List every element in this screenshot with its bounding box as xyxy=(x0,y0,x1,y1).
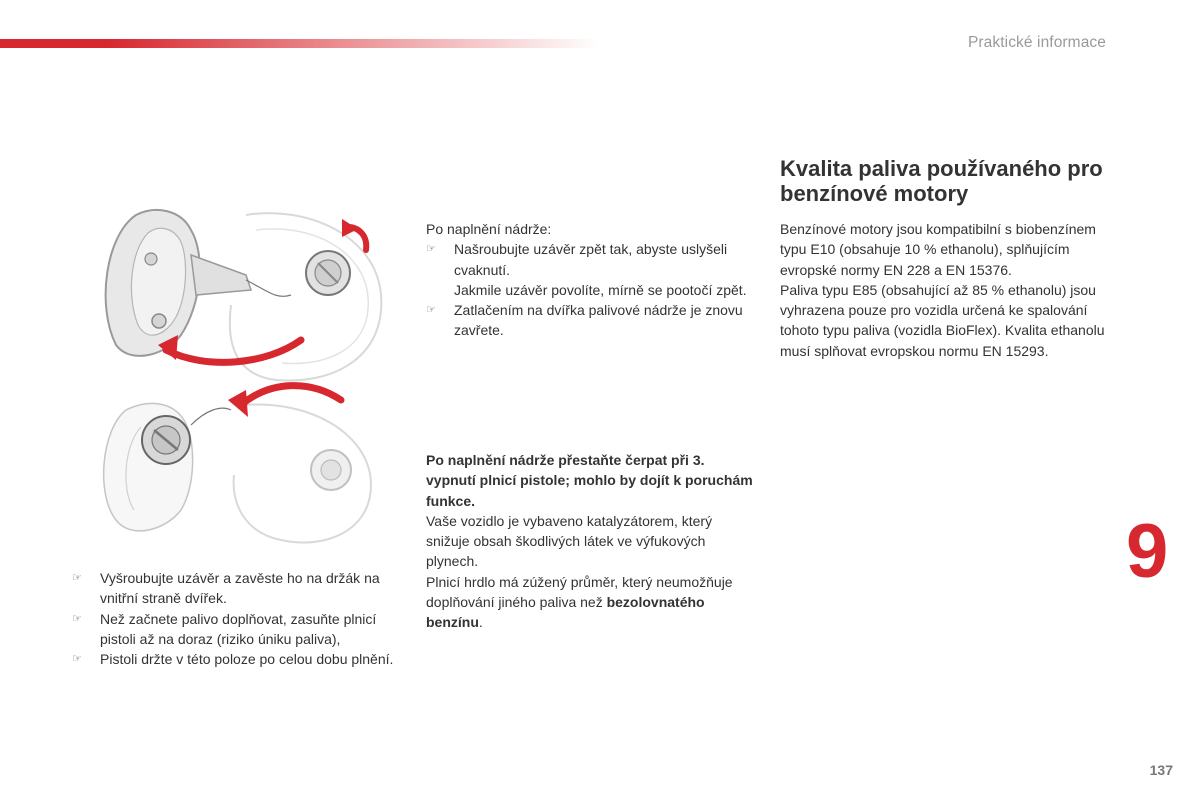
header-accent-bar xyxy=(0,39,600,48)
intro-text: Po naplnění nádrže: xyxy=(426,221,552,237)
chapter-number: 9 xyxy=(1126,509,1169,594)
list-item: ☞ Než začnete palivo doplňovat, zasuňte plnicí pistoli až na doraz (riziko úniku paliva), xyxy=(72,610,377,647)
list-item: ☞ Zatlačením na dvířka palivové nádrže je znovu zavřete. xyxy=(426,302,743,339)
pointing-hand-icon: ☞ xyxy=(426,304,436,317)
fuel-flap-open-drawing xyxy=(106,210,382,381)
list-item: ☞ Pistoli držte v této poloze po celou dobu plnění. xyxy=(72,649,402,669)
pointing-hand-icon: ☞ xyxy=(426,243,436,256)
warning-block xyxy=(426,450,756,633)
catalyst-text: Vaše vozidlo je vybaveno katalyzátorem, který snižuje obsah škodlivých látek ve výfukových plynech. xyxy=(426,512,713,570)
pointing-hand-icon: ☞ xyxy=(72,653,82,666)
fuel-cap-illustration xyxy=(96,195,386,555)
after-filling-instructions xyxy=(426,219,756,341)
fuel-quality-text xyxy=(780,219,1110,361)
page-number: 137 xyxy=(1149,762,1173,778)
left-bullet-list xyxy=(72,568,402,669)
pointing-hand-icon: ☞ xyxy=(72,572,82,584)
e10-paragraph: Benzínové motory jsou kompatibilní s biobenzínem typu E10 (obsahuje 10 % ethanolu), splňujícím evropské normy EN 228 a EN 15376. xyxy=(780,221,1096,278)
e85-paragraph: Paliva typu E85 (obsahující až 85 % ethanolu) jsou vyhrazena pouze pro vozidla určená ke spalování tohoto typu paliva (vozidla BioFlex). Kvalita ethanolu musí splňovat evropskou normu EN 15293. xyxy=(780,281,1105,359)
fuel-quality-heading: Kvalita paliva používaného pro benzínové motory xyxy=(780,156,1103,206)
left-instructions xyxy=(72,568,402,669)
pointing-hand-icon: ☞ xyxy=(72,612,82,625)
section-title: Praktické informace xyxy=(967,34,1106,51)
list-item: ☞ Vyšroubujte uzávěr a zavěste ho na držák na vnitřní straně dvířek. xyxy=(72,570,380,607)
fuel-cap-removed-drawing xyxy=(104,386,371,543)
list-item: ☞ Našroubujte uzávěr zpět tak, abyste uslyšeli cvaknutí. Jakmile uzávěr povolíte, mírně se pootočí zpět. xyxy=(426,241,747,298)
middle-bullet-list xyxy=(426,239,756,340)
filler-neck-text: Plnicí hrdlo má zúžený průměr, který neumožňuje doplňování jiného paliva než bezolovnatého benzínu. xyxy=(426,573,733,631)
warning-text: Po naplnění nádrže přestaňte čerpat při 3. vypnutí plnicí pistole; mohlo by dojít k poruchám funkce. xyxy=(426,452,753,509)
